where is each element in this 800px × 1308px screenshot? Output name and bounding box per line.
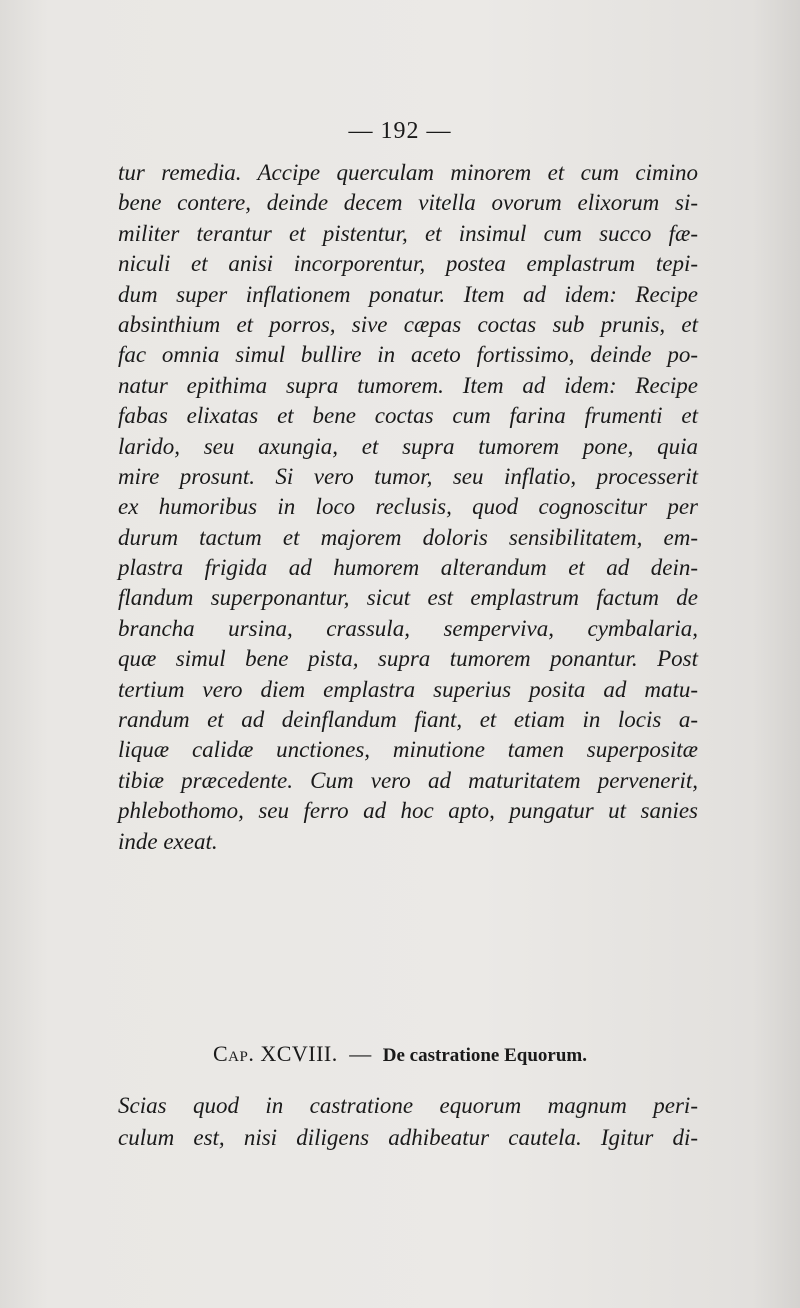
text-line: natur epithima supra tumorem. Item ad idem: Recipe <box>118 372 698 398</box>
text-line: fabas elixatas et bene coctas cum farina frumenti et <box>118 403 698 429</box>
text-line: tertium vero diem emplastra superius posita ad matu- <box>118 676 698 702</box>
text-line: randum et ad deinflandum fiant, et etiam in locis a- <box>118 707 698 733</box>
text-line: Scias quod in castratione equorum magnum peri- <box>118 1093 698 1118</box>
chapter-number: Cap. XCVIII. <box>212 1041 338 1066</box>
chapter-text <box>118 1090 698 1154</box>
text-line: plastra frigida ad humorem alterandum et ad dein- <box>118 555 698 581</box>
chapter-title: De castratione Equorum. <box>382 1045 587 1066</box>
text-line: liquæ calidæ unctiones, minutione tamen superpositæ <box>118 737 698 763</box>
text-line: flandum superponantur, sicut est emplastrum factum de <box>118 585 698 611</box>
text-line: niculi et anisi incorporentur, postea emplastrum tepi- <box>118 251 698 277</box>
text-line: durum tactum et majorem doloris sensibilitatem, em- <box>118 524 698 550</box>
chapter-heading <box>0 1041 800 1067</box>
text-line: brancha ursina, crassula, semperviva, cymbalaria, <box>118 615 698 641</box>
page-number: — 192 — <box>348 118 452 144</box>
text-line: tibiæ præcedente. Cum vero ad maturitatem pervenerit, <box>118 767 698 793</box>
text-line: tur remedia. Accipe querculam minorem et cum cimino <box>118 160 698 185</box>
text-line: ex humoribus in loco reclusis, quod cognoscitur per <box>118 494 698 520</box>
text-line: bene contere, deinde decem vitella ovorum elixorum si- <box>118 190 698 216</box>
text-line: militer terantur et pistentur, et insimul cum succo fæ- <box>118 220 698 246</box>
text-line: dum super inflationem ponatur. Item ad idem: Recipe <box>118 281 698 307</box>
chapter-dash: — <box>349 1041 372 1066</box>
text-line: larido, seu axungia, et supra tumorem pone, quia <box>118 433 698 459</box>
text-line: phlebothomo, seu ferro ad hoc apto, pungatur ut sanies <box>118 798 698 824</box>
text-line: quæ simul bene pista, supra tumorem ponantur. Post <box>118 646 698 672</box>
text-line: inde exeat. <box>118 828 218 854</box>
text-line: absinthium et porros, sive cæpas coctas sub prunis, et <box>118 311 698 337</box>
body-text <box>118 158 698 857</box>
text-line: fac omnia simul bullire in aceto fortissimo, deinde po- <box>118 342 698 368</box>
text-line: mire prosunt. Si vero tumor, seu inflatio, processerit <box>118 463 698 489</box>
text-line: culum est, nisi diligens adhibeatur cautela. Igitur di- <box>118 1125 698 1150</box>
